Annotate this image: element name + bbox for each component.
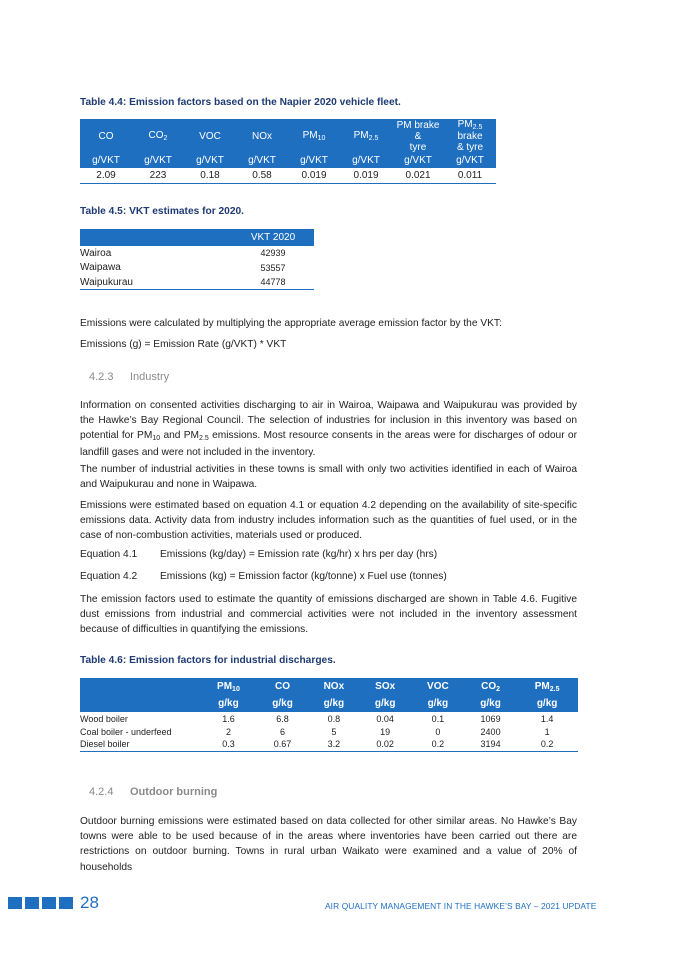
- table-row: [80, 168, 496, 183]
- unit-cell: g/VKT: [248, 155, 276, 166]
- value-cell: 1069: [480, 713, 501, 724]
- row-label: Diesel boiler: [80, 738, 200, 751]
- value-cell: 0.021: [392, 168, 444, 183]
- value-cell: 0.3: [200, 738, 257, 751]
- footer-square-icon: [42, 897, 56, 909]
- town-name: Wairoa: [80, 247, 112, 259]
- value-cell: 2400: [480, 726, 501, 737]
- value-cell: 0.1: [431, 713, 445, 724]
- unit-cell: g/VKT: [144, 155, 172, 166]
- unit-cell: g/kg: [374, 698, 396, 709]
- table-row: [80, 246, 314, 261]
- value-cell: 6: [280, 726, 286, 737]
- value-cell: 6.8: [276, 713, 289, 724]
- header-blank: [80, 678, 200, 695]
- vkt-value: 53557: [260, 262, 286, 273]
- page-number: 28: [80, 893, 99, 912]
- section-heading-4-2-3: 4.2.3 Industry: [89, 371, 170, 383]
- value-cell: 2: [225, 726, 231, 737]
- value-cell: 3.2: [308, 738, 359, 751]
- value-cell: 0.2: [516, 738, 578, 751]
- unit-cell: g/kg: [272, 698, 293, 709]
- unit-cell: g/kg: [218, 698, 239, 709]
- footer-squares-decoration: [8, 897, 76, 912]
- value-cell: 0: [435, 726, 441, 737]
- table-4-4-caption: Table 4.4: Emission factors based on the Napier 2020 vehicle fleet.: [80, 97, 401, 108]
- table-4-5: [80, 229, 314, 290]
- unit-cell: g/VKT: [92, 155, 120, 166]
- vkt-value: 44778: [232, 275, 314, 290]
- header-pm25: $PM_{2.5}$: [534, 681, 560, 693]
- paragraph: The number of industrial activities in these towns is small with only two activities identified in each of Wairoa and Waipukurau and none in Waipawa.: [80, 464, 577, 491]
- value-cell: 0.011: [444, 168, 496, 183]
- paragraph: The emission factors used to estimate the quantity of emissions discharged are shown in Table 4.6. Fugitive dust emissions from industrial and commercial activities were not included in the inventory assessment because of difficulties in quantifying the emissions.: [80, 594, 577, 636]
- table-4-6-caption: Table 4.6: Emission factors for industrial discharges.: [80, 655, 336, 666]
- unit-cell: g/kg: [323, 698, 345, 709]
- table-row: [80, 712, 578, 725]
- header-co: CO: [98, 130, 114, 142]
- footer-square-icon: [25, 897, 39, 909]
- row-label: Wood boiler: [80, 713, 128, 724]
- unit-cell: g/kg: [427, 698, 449, 709]
- unit-cell: g/VKT: [456, 155, 484, 166]
- header-blank: [80, 229, 232, 246]
- value-cell: 0.2: [411, 738, 465, 751]
- row-label: Coal boiler - underfeed: [80, 726, 172, 737]
- paragraph: Outdoor burning emissions were estimated based on data collected for other similar areas. No Hawke’s Bay towns were able to be used because of in the areas where inventories have been carried out there are restrictions on outdoor burning. Towns in rural urban Waikato were examined and a value of 20% of households: [80, 816, 577, 873]
- unit-cell: g/VKT: [352, 155, 380, 166]
- footer-square-icon: [59, 897, 73, 909]
- value-cell: 19: [380, 726, 391, 737]
- header-voc: VOC: [199, 130, 221, 142]
- header-co2: $CO_2$: [481, 681, 501, 693]
- footer-title: AIR QUALITY MANAGEMENT IN THE HAWKE’S BAY – 2021 UPDATE: [325, 901, 597, 911]
- value-cell: 3194: [465, 738, 516, 751]
- value-cell: 2.09: [80, 168, 132, 183]
- town-name: Waipawa: [80, 262, 121, 274]
- unit-cell: g/VKT: [300, 155, 328, 166]
- value-cell: 5: [331, 726, 337, 737]
- header-co2: $CO_2$: [148, 130, 168, 142]
- body-text: Emissions were calculated by multiplying the appropriate average emission factor by the VKT:: [80, 318, 502, 329]
- header-pm10: $PM_{10}$: [302, 130, 326, 142]
- value-cell: 0.67: [257, 738, 308, 751]
- vkt-value: 42939: [260, 248, 286, 259]
- table-4-5-caption: Table 4.5: VKT estimates for 2020.: [80, 206, 245, 217]
- value-cell: 0.04: [376, 713, 394, 724]
- equation-4-1: Equation 4.1 Emissions (kg/day) = Emission rate (kg/hr) x hrs per day (hrs): [80, 549, 438, 560]
- header-vkt-2020: VKT 2020: [250, 232, 296, 243]
- header-blank: [80, 695, 200, 712]
- unit-cell: g/kg: [536, 698, 558, 709]
- value-cell: 1.6: [222, 713, 235, 724]
- value-cell: 1.4: [540, 713, 554, 724]
- header-pm25-brake-tyre: $PM_{2.5}$ brake & tyre: [456, 119, 484, 153]
- paragraph: Information on consented activities discharging to air in Wairoa, Waipawa and Waipukurau was provided by the Hawke’s Bay Regional Council. The selection of industries for inclusion in this inventory was based on potential for $PM_{10}$ and $PM_{2.5}$ emissions. Most resource consents in the areas were for discharges of odour or landfill gases and were not included in the inventory.: [80, 400, 577, 458]
- table-row: [80, 725, 578, 738]
- header-sox: SOx: [375, 681, 396, 692]
- header-voc: VOC: [427, 681, 449, 692]
- formula-text: Emissions (g) = Emission Rate (g/VKT) * VKT: [80, 339, 287, 350]
- value-cell: 1: [544, 726, 550, 737]
- section-heading-4-2-4: 4.2.4 Outdoor burning: [89, 786, 218, 798]
- value-cell: 0.019: [288, 168, 340, 183]
- header-nox: NOx: [252, 130, 272, 142]
- value-cell: 223: [132, 168, 184, 183]
- equation-4-2: Equation 4.2 Emissions (kg) = Emission factor (kg/tonne) x Fuel use (tonnes): [80, 571, 447, 582]
- value-cell: 0.58: [236, 168, 288, 183]
- table-4-6: [80, 678, 578, 752]
- unit-cell: g/kg: [480, 698, 501, 709]
- table-row: [80, 738, 578, 751]
- paragraph: Emissions were estimated based on equation 4.1 or equation 4.2 depending on the availability of site-specific emissions data. Activity data from industry includes information such as the quantities of fuel used, or in the case of non-combustion activities, materials used or produced.: [80, 500, 577, 542]
- header-pm25: $PM_{2.5}$: [353, 130, 379, 142]
- unit-cell: g/VKT: [404, 155, 432, 166]
- header-co: CO: [275, 681, 291, 692]
- table-row: [80, 275, 314, 290]
- value-cell: 0.8: [327, 713, 341, 724]
- table-row: [80, 261, 314, 276]
- value-cell: 0.02: [360, 738, 411, 751]
- table-4-4: [80, 119, 496, 184]
- header-pm-brake-tyre: PM brake & tyre: [396, 119, 440, 153]
- header-pm10: $PM_{10}$: [217, 681, 240, 693]
- header-nox: NOx: [323, 681, 345, 692]
- footer-square-icon: [8, 897, 22, 909]
- value-cell: 0.019: [340, 168, 392, 183]
- town-name: Waipukurau: [80, 275, 232, 290]
- unit-cell: g/VKT: [196, 155, 224, 166]
- value-cell: 0.18: [184, 168, 236, 183]
